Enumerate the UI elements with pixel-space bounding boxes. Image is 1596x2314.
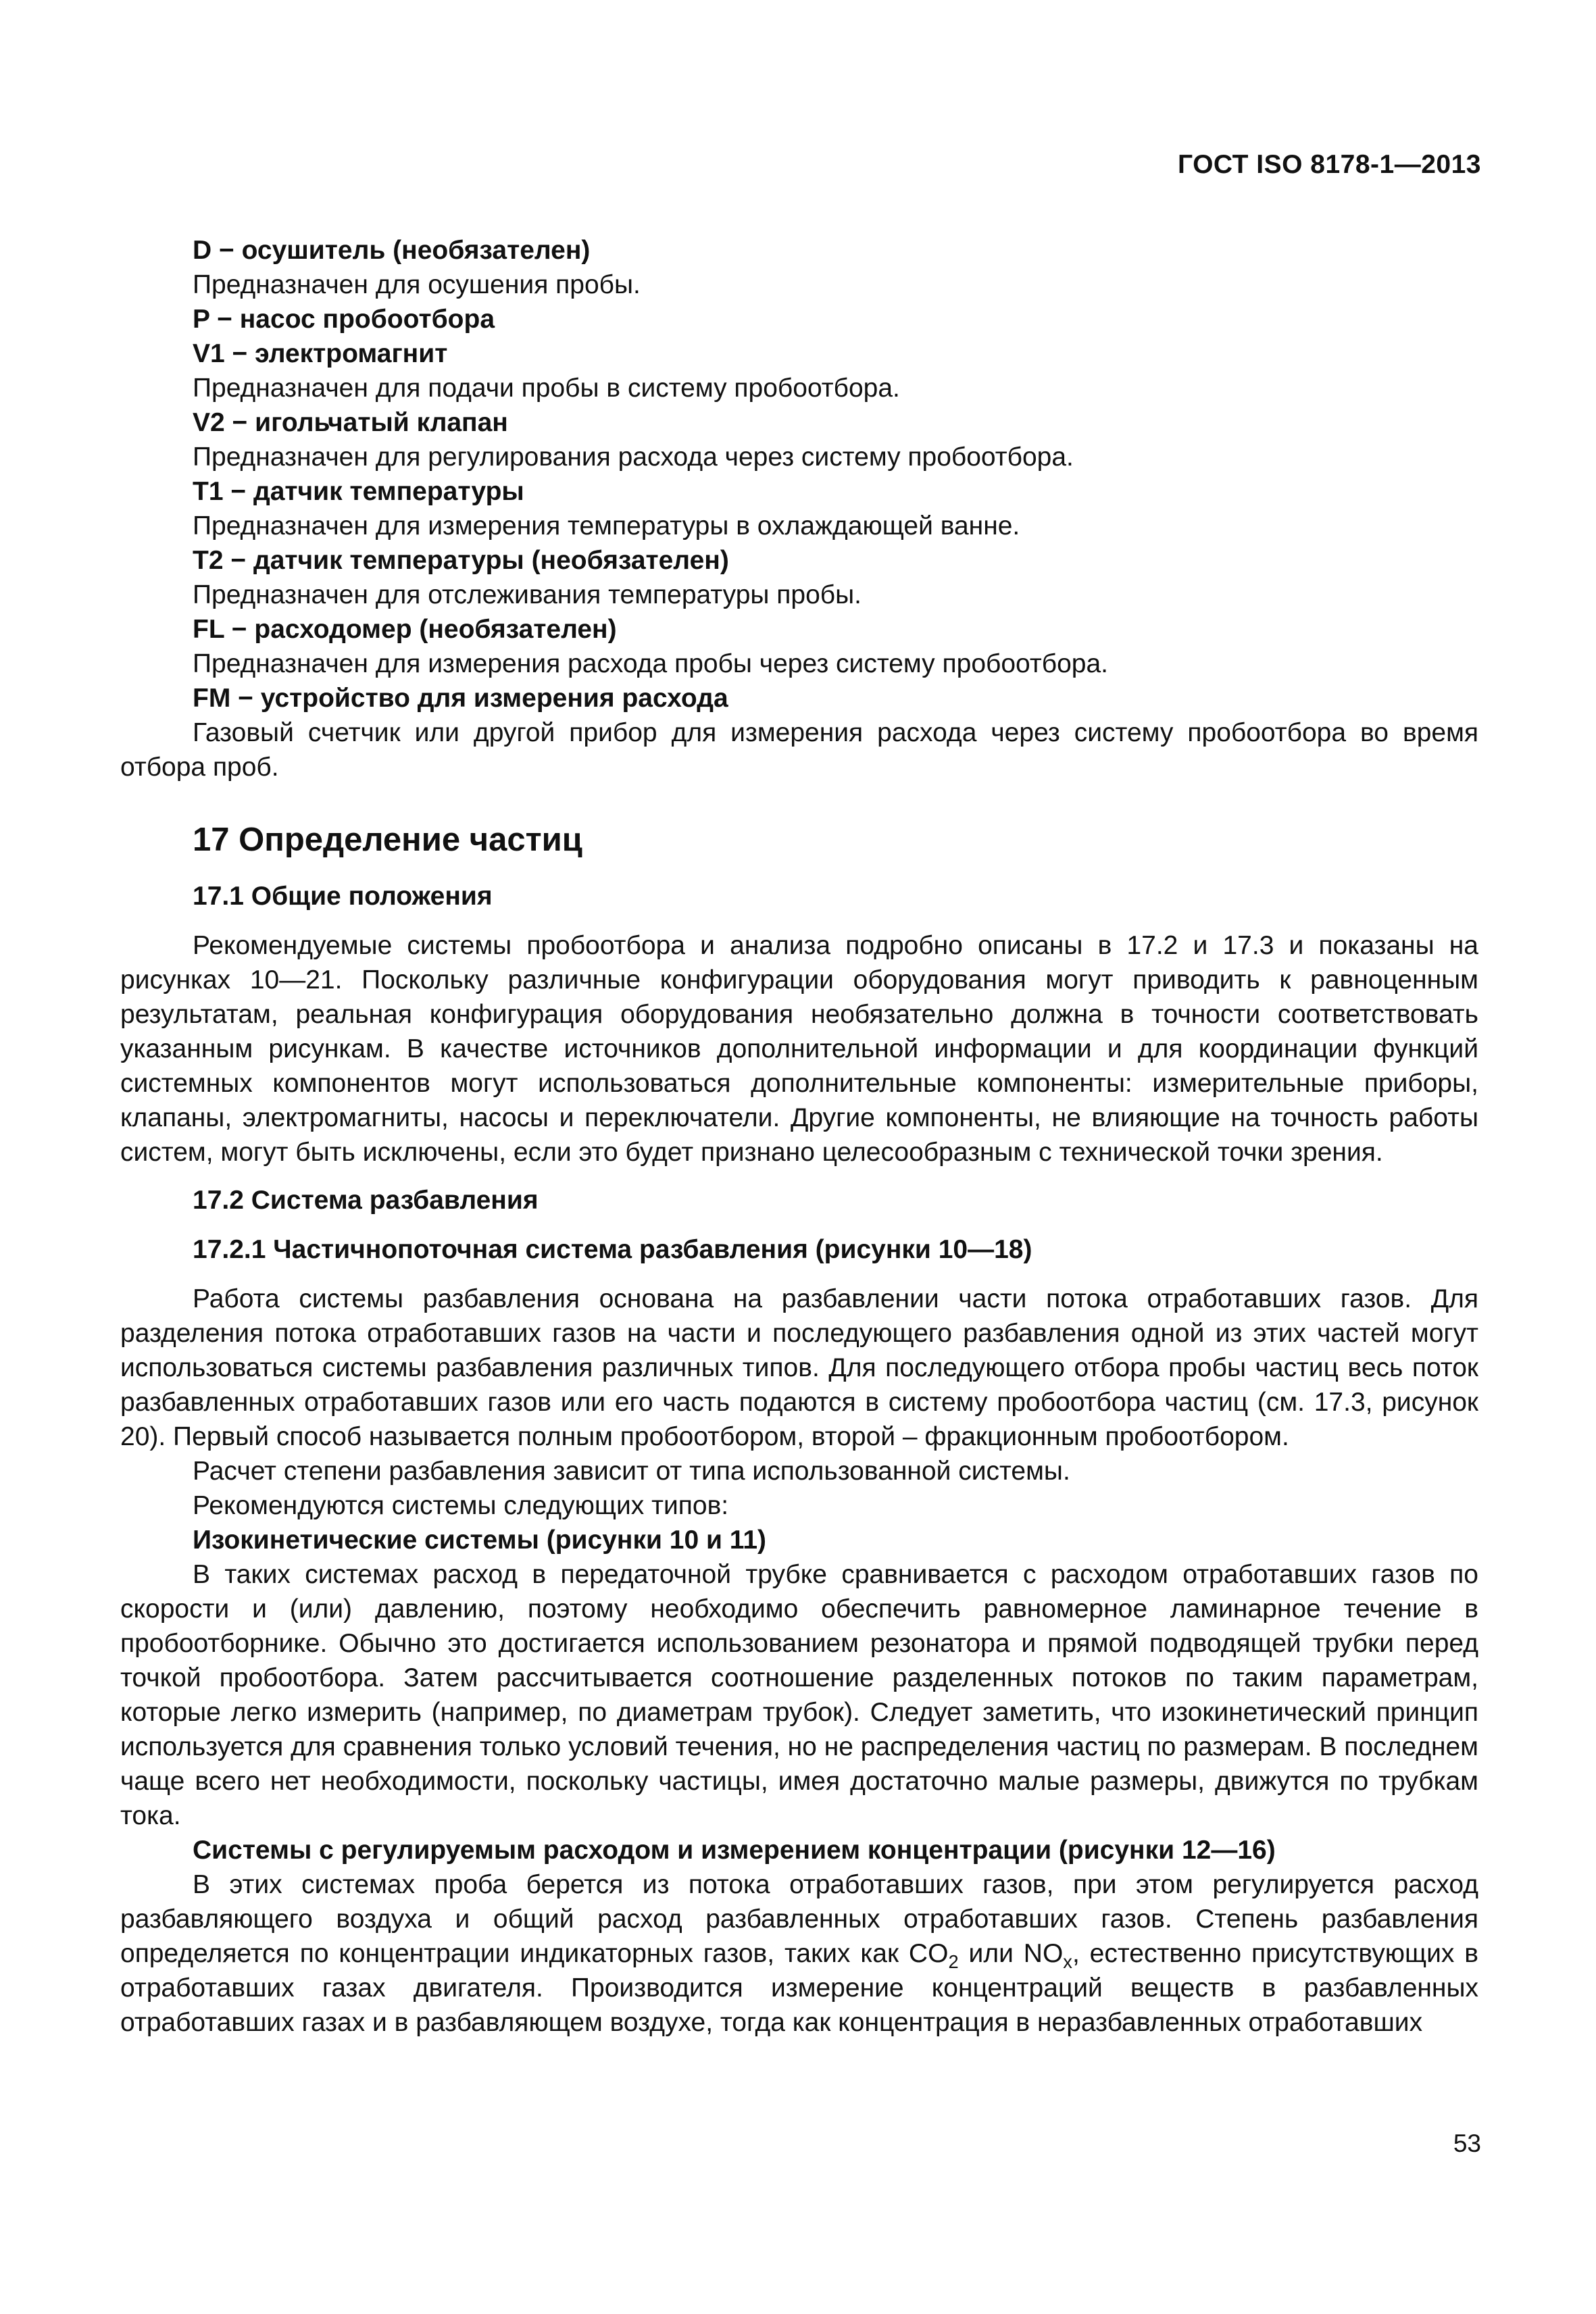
component-term: P − насос пробоотбора <box>193 305 495 334</box>
paragraph: Рекомендуются системы следующих типов: <box>193 1491 729 1520</box>
paragraph: Работа системы разбавления основана на разбавлении части потока отработавших газов. Для разделения потока отработавших газов на части и последующего разбавления одной из этих частей могут использоваться системы разбавления различных типов. Для последующего отбора пробы частиц весь поток разбавленных отработавших газов или его часть подаются в систему пробоотбора частиц (см. 17.3, рисунок 20). Первый способ называется полным пробоотбором, второй – фракционным пробоотбором. <box>120 1284 1478 1451</box>
component-term: V2 − игольчатый клапан <box>193 408 508 437</box>
component-term: FM − устройство для измерения расхода <box>193 684 728 713</box>
component-term: T2 − датчик температуры (необязателен) <box>193 546 729 575</box>
component-term: FL − расходомер (необязателен) <box>193 615 617 644</box>
subsubsection-heading: 17.2.1 Частичнопоточная система разбавления (рисунки 10—18) <box>193 1235 1032 1264</box>
system-type-heading: Системы с регулируемым расходом и измерением концентрации (рисунки 12—16) <box>193 1836 1276 1865</box>
component-desc: Газовый счетчик или другой прибор для измерения расхода через систему пробоотбора во время отбора проб. <box>120 718 1478 782</box>
component-desc: Предназначен для измерения температуры в охлаждающей ванне. <box>193 511 1020 540</box>
section-heading: 17 Определение частиц <box>193 822 582 858</box>
component-desc: Предназначен для осушения пробы. <box>193 270 641 299</box>
paragraph: Рекомендуемые системы пробоотбора и анализа подробно описаны в 17.2 и 17.3 и показаны на рисунках 10—21. Поскольку различные конфигурации оборудования могут приводить к равноценным результатам, реальная конфигурация оборудования необязательно должна в точности соответствовать указанным рисункам. В качестве источников дополнительной информации и для координации функций системных компонентов могут использоваться дополнительные компоненты: измерительные приборы, клапаны, электромагниты, насосы и переключатели. Другие компоненты, не влияющие на точность работы систем, могут быть исключены, если это будет признано целесообразным с технической точки зрения. <box>120 931 1478 1167</box>
subsection-heading: 17.2 Система разбавления <box>193 1186 539 1215</box>
document-header: ГОСТ ISO 8178-1—2013 <box>1178 150 1481 179</box>
component-term: V1 − электромагнит <box>193 339 448 368</box>
component-desc: Предназначен для подачи пробы в систему пробоотбора. <box>193 374 900 403</box>
subscript: x <box>1063 1951 1072 1972</box>
system-type-heading: Изокинетические системы (рисунки 10 и 11) <box>193 1526 767 1555</box>
paragraph: Расчет степени разбавления зависит от типа использованной системы. <box>193 1457 1070 1486</box>
component-term: T1 − датчик температуры <box>193 477 524 506</box>
paragraph <box>120 1867 1478 2040</box>
component-desc: Предназначен для отслеживания температуры пробы. <box>193 580 862 609</box>
subsection-heading: 17.1 Общие положения <box>193 882 493 911</box>
component-desc: Предназначен для регулирования расхода через систему пробоотбора. <box>193 443 1074 472</box>
component-desc: Предназначен для измерения расхода пробы через систему пробоотбора. <box>193 649 1108 678</box>
subscript: 2 <box>948 1951 959 1972</box>
component-list <box>120 233 1478 784</box>
paragraph: В таких системах расход в передаточной трубке сравнивается с расходом отработавших газов по скорости и (или) давлению, поэтому необходимо обеспечить равномерное ламинарное течение в пробоотборнике. Обычно это достигается использованием резонатора и прямой подводящей трубки перед точкой пробоотбора. Затем рассчитывается соотношение разделенных потоков по таким параметрам, которые легко измерить (например, по диаметрам трубок). Следует заметить, что изокинетический принцип используется для сравнения только условий течения, но не распределения частиц по размерам. В последнем чаще всего нет необходимости, поскольку частицы, имея достаточно малые размеры, движутся по трубкам тока. <box>120 1560 1478 1830</box>
page-content <box>120 233 1478 2040</box>
component-term: D − осушитель (необязателен) <box>193 236 591 265</box>
text-run: В этих системах проба берется из потока отработавших газов, при этом регулируется расход разбавляющего воздуха и общий расход разбавленных отработавших газов. Степень разбавления определяется по концентрации индикаторных газов, таких как CO <box>120 1870 1478 1968</box>
text-run: или NO <box>958 1939 1064 1968</box>
page-number: 53 <box>1453 2130 1481 2157</box>
text-run: , естественно присутствующих в отработавших газах двигателя. Производится измерение концентраций веществ в разбавленных отработавших газах и в разбавляющем воздухе, тогда как концентрация в неразбавленных отработавших <box>120 1939 1478 2037</box>
